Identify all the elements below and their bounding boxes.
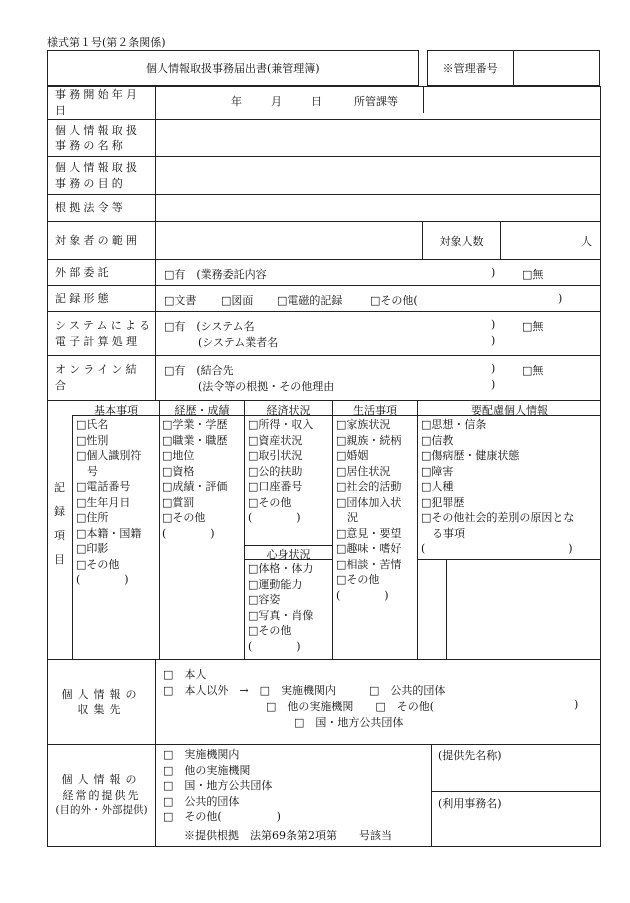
checkbox-item[interactable]: □親族・続柄 — [336, 433, 402, 447]
career-head: 経歴・成績 — [174, 404, 230, 417]
checkbox-item[interactable]: □本籍・国籍 — [76, 526, 142, 540]
form-title: 個人情報取扱事務届出書(兼管理簿) — [48, 51, 419, 86]
format-drawing[interactable]: □図面 — [221, 294, 254, 307]
body-head: 心身状況 — [266, 548, 311, 561]
format-label: 記録形態 — [48, 286, 156, 312]
checkbox-item[interactable]: □犯罪歴 — [421, 495, 465, 509]
checkbox-item[interactable]: □性別 — [76, 433, 109, 447]
career-items — [162, 417, 227, 541]
admin-number-label: ※管理番号 — [427, 51, 513, 86]
checkbox-item[interactable]: □その他 — [248, 495, 292, 509]
checkbox-item[interactable]: る事項 — [421, 526, 465, 540]
system-no[interactable]: □無 — [522, 320, 544, 333]
dept-label: 所管課等 — [354, 95, 398, 108]
provision-basis: ※提供根拠 法第69条第2項第 号該当 — [184, 829, 392, 842]
title-table — [47, 50, 600, 86]
law-label: 根拠法令等 — [48, 195, 156, 222]
target-count-unit: 人 — [501, 222, 601, 260]
checkbox-item[interactable]: □人種 — [421, 480, 454, 493]
checkbox-item[interactable]: □その他社会的差別の原因とな — [421, 511, 575, 524]
checkbox-item[interactable]: □婚姻 — [336, 449, 369, 462]
online-no[interactable]: □無 — [522, 364, 544, 377]
admin-number-field[interactable] — [513, 51, 599, 86]
form-number-label: 様式第１号(第２条関係) — [47, 36, 166, 49]
collection-other-inst[interactable]: □ 他の実施機関 □ その他( — [266, 700, 435, 713]
collection-gov[interactable]: □ 国・地方公共団体 — [294, 716, 404, 729]
checkbox-item[interactable]: □住所 — [76, 511, 109, 524]
provision-use-label: (利用事務名) — [438, 797, 502, 810]
checkbox-item[interactable]: 号 — [76, 464, 98, 478]
checkbox-item[interactable]: □電話番号 — [76, 480, 131, 493]
economy-head: 経済状況 — [266, 404, 311, 417]
life-items — [336, 417, 401, 603]
law-field[interactable] — [156, 195, 601, 222]
checkbox-item[interactable]: □資産状況 — [248, 433, 303, 447]
checkbox-item[interactable]: ( ) — [248, 511, 301, 524]
checkbox-item[interactable]: ( ) — [162, 526, 215, 540]
online-row: □有 (結合先 (法令等の根拠・その他理由 ) ) □無 — [156, 356, 601, 401]
checkbox-item[interactable]: □ 国・地方公共団体 — [163, 779, 273, 792]
name-field[interactable] — [156, 120, 601, 157]
outsourcing-label: 外部委託 — [48, 260, 156, 286]
collection-self[interactable]: □ 本人 — [163, 668, 207, 681]
checkbox-item[interactable]: □取引状況 — [248, 449, 303, 462]
checkbox-item[interactable]: □賞罰 — [162, 495, 195, 509]
checkbox-item[interactable]: □写真・肖像 — [248, 608, 314, 622]
checkbox-item[interactable]: ( ) — [336, 588, 389, 602]
outsourcing-yes[interactable]: □有 (業務委託内容 — [164, 268, 267, 281]
outsourcing-row: □有 (業務委託内容 ) □無 — [156, 260, 601, 286]
checkbox-item[interactable]: □相談・苦情 — [336, 557, 402, 571]
checkbox-item[interactable]: ( ) — [76, 573, 129, 586]
day-label: 日 — [311, 95, 322, 108]
checkbox-item[interactable]: □家族状況 — [336, 418, 391, 431]
checkbox-item[interactable]: □障害 — [421, 464, 454, 478]
checkbox-item[interactable]: ( ) — [421, 542, 573, 555]
online-yes[interactable]: □有 (結合先 — [164, 364, 234, 377]
year-label: 年 — [231, 95, 242, 108]
sensitive-items — [421, 417, 574, 557]
checkbox-item[interactable]: □団体加入状 — [336, 495, 402, 509]
checkbox-item[interactable]: □印影 — [76, 542, 109, 555]
checkbox-item[interactable]: □居住状況 — [336, 464, 391, 478]
system-label: システムによる 電子計算処理 — [48, 312, 156, 356]
collection-others[interactable]: □ 本人以外 → □ 実施機関内 □ 公共的団体 — [163, 684, 446, 697]
record-items-label: 記 録 項 目 — [54, 481, 65, 566]
purpose-label: 個人情報取扱 事務の目的 — [48, 157, 156, 195]
checkbox-item[interactable]: □職業・職歴 — [162, 433, 228, 447]
outsourcing-no[interactable]: □無 — [522, 268, 544, 281]
system-row: □有 (システム名 (システム業者名 ) ) □無 — [156, 312, 601, 356]
month-label: 月 — [271, 95, 282, 108]
scope-label: 対象者の範囲 — [48, 222, 156, 260]
checkbox-item[interactable]: □その他 — [162, 511, 206, 524]
checkbox-item[interactable]: □社会的活動 — [336, 480, 402, 493]
main-form-table — [47, 86, 601, 847]
basic-items — [76, 417, 141, 588]
checkbox-item[interactable]: □ 実施機関内 — [163, 748, 240, 761]
checkbox-item[interactable]: □個人識別符 — [76, 449, 142, 462]
provision-label: 個人情報の 経常的提供先 (目的外・外部提供) — [48, 745, 156, 847]
system-vendor: (システム業者名 — [198, 336, 279, 349]
checkbox-item[interactable]: □ 公共的団体 — [163, 794, 240, 808]
basic-head: 基本事項 — [94, 404, 138, 417]
checkbox-item[interactable]: □ 他の実施機関 — [163, 763, 251, 777]
format-row: □文書 □図面 □電磁的記録 □その他( ) — [156, 286, 601, 312]
system-yes[interactable]: □有 (システム名 — [164, 320, 255, 333]
target-count-label: 対象人数 — [423, 222, 501, 260]
scope-field[interactable] — [156, 222, 423, 260]
checkbox-item[interactable]: □その他 — [248, 624, 292, 637]
purpose-field[interactable] — [156, 157, 601, 195]
checkbox-item[interactable]: □公的扶助 — [248, 464, 303, 478]
collection-label: 個人情報の 収集先 — [48, 660, 156, 745]
checkbox-item[interactable]: □生年月日 — [76, 495, 131, 509]
online-label: オンライン結合 — [48, 356, 156, 401]
checkbox-item[interactable]: □運動能力 — [248, 577, 303, 591]
checkbox-item[interactable]: □氏名 — [76, 418, 109, 431]
collection-row: □ 本人 □ 本人以外 → □ 実施機関内 □ 公共的団体 □ 他の実施機関 □ その他( ) □ 国・地方公共団体 — [156, 660, 601, 745]
checkbox-item[interactable]: □ その他( ) — [163, 810, 281, 823]
economy-items — [248, 417, 313, 526]
checkbox-item[interactable]: □体格・体力 — [248, 562, 314, 575]
checkbox-item[interactable]: □学業・学歴 — [162, 418, 228, 431]
checkbox-item[interactable]: ( ) — [248, 639, 301, 653]
checkbox-item[interactable]: 況 — [336, 511, 358, 524]
provision-items — [163, 747, 281, 825]
checkbox-item[interactable]: □地位 — [162, 449, 195, 462]
provision-row — [156, 745, 601, 847]
start-date-row — [156, 87, 601, 120]
format-magnetic[interactable]: □電磁的記録 — [277, 294, 343, 307]
life-head: 生活事項 — [353, 404, 397, 417]
checkbox-item[interactable]: □趣味・嗜好 — [336, 542, 402, 555]
record-items-block — [48, 401, 601, 660]
checkbox-item[interactable]: □その他 — [336, 573, 380, 586]
checkbox-item[interactable]: □思想・信条 — [421, 418, 487, 431]
body-items — [248, 561, 313, 654]
checkbox-item[interactable]: □信教 — [421, 433, 454, 447]
format-doc[interactable]: □文書 — [164, 294, 197, 307]
checkbox-item[interactable]: □資格 — [162, 464, 195, 478]
start-date-label: 事務開始年月日 — [48, 87, 156, 120]
checkbox-item[interactable]: □その他 — [76, 557, 120, 571]
checkbox-item[interactable]: □成績・評価 — [162, 480, 228, 493]
format-other[interactable]: □その他( — [370, 294, 418, 307]
provision-dest-label: (提供先名称) — [438, 749, 502, 762]
checkbox-item[interactable]: □所得・収入 — [248, 418, 314, 431]
checkbox-item[interactable]: □口座番号 — [248, 480, 303, 493]
checkbox-item[interactable]: □容姿 — [248, 593, 281, 606]
checkbox-item[interactable]: □意見・要望 — [336, 526, 402, 540]
name-label: 個人情報取扱 事務の名称 — [48, 120, 156, 157]
online-basis: (法令等の根拠・その他理由 — [198, 380, 335, 393]
sensitive-head: 要配慮個人情報 — [471, 404, 548, 417]
checkbox-item[interactable]: □傷病歴・健康状態 — [421, 449, 520, 462]
